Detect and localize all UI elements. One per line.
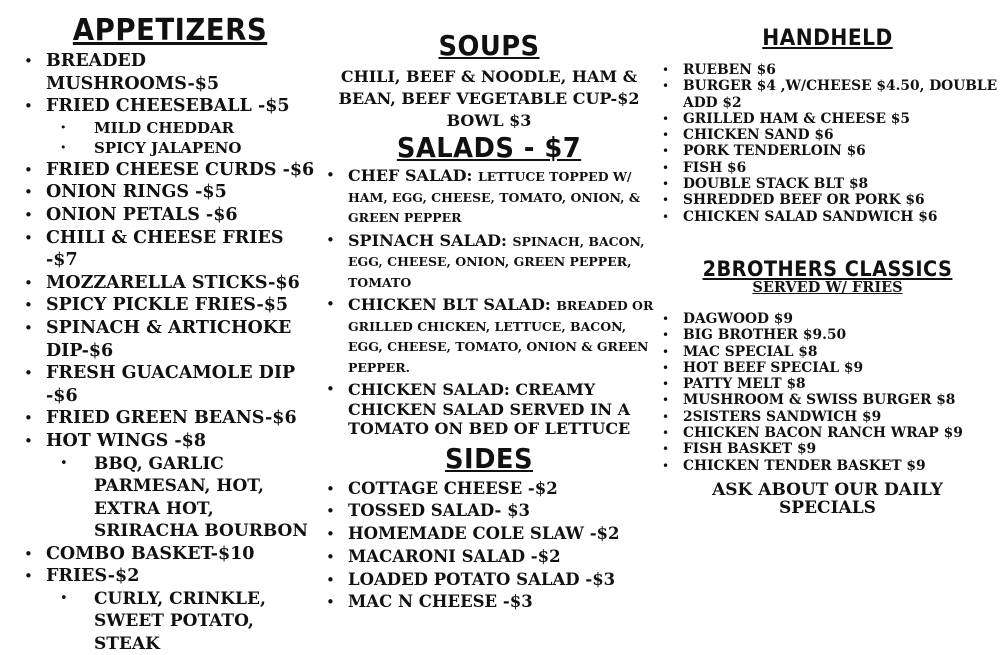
salad-description: BREADED OR GRILLED CHICKEN, LETTUCE, BACON, EGG, CHEESE, TOMATO, ONION & GREEN PEPPER. — [348, 298, 654, 375]
salad-item — [318, 295, 660, 377]
menu-item: • RUEBEN $6 — [655, 62, 1000, 78]
menu-item: • MAC SPECIAL $8 — [655, 344, 1000, 360]
option-item: • MILD CHEDDAR — [58, 118, 320, 139]
menu-item: • CHICKEN SAND $6 — [655, 127, 1000, 143]
menu-item: • PORK TENDERLOIN $6 — [655, 143, 1000, 159]
cheeseball-options — [46, 118, 320, 159]
fries-options — [46, 588, 320, 655]
menu-item-label: FRIED CHEESEBALL -$5 — [46, 96, 290, 117]
menu-item: • ONION RINGS -$5 — [20, 181, 320, 204]
option-item: • BBQ, GARLIC PARMESAN, HOT, EXTRA HOT, SRIRACHA BOURBON — [58, 453, 320, 543]
menu-item: • CHILI & CHEESE FRIES -$7 — [20, 227, 320, 272]
classics-heading: 2BROTHERS CLASSICS — [702, 256, 953, 281]
appetizers-list — [20, 50, 320, 655]
sides-list — [318, 478, 660, 615]
salad-name: SPINACH SALAD: — [348, 230, 507, 250]
menu-item: • FRIED CHEESE CURDS -$6 — [20, 159, 320, 182]
option-item: • SPICY JALAPENO — [58, 138, 320, 159]
salad-description: LETTUCE TOPPED W/ HAM, EGG, CHEESE, TOMATO, ONION, & GREEN PEPPER — [348, 169, 641, 225]
menu-item — [20, 430, 320, 543]
handheld-list — [655, 62, 1000, 225]
salad-name: CHEF SALAD: — [348, 166, 473, 185]
menu-item: • MACARONI SALAD -$2 — [318, 546, 660, 569]
salads-list — [318, 166, 660, 439]
salad-item — [318, 231, 660, 293]
wings-options — [46, 453, 320, 543]
right-column — [655, 0, 1000, 563]
salad-item — [318, 380, 660, 439]
menu-item: • SHREDDED BEEF OR PORK $6 — [655, 192, 1000, 208]
soups-description: CHILI, BEEF & NOODLE, HAM & BEAN, BEEF VEGETABLE CUP-$2 BOWL $3 — [338, 67, 640, 130]
menu-item: • MAC N CHEESE -$3 — [318, 591, 660, 614]
daily-specials-note: ASK ABOUT OUR DAILY SPECIALS — [712, 479, 943, 518]
menu-item: • SPINACH & ARTICHOKE DIP-$6 — [20, 317, 320, 362]
menu-item: • BREADED MUSHROOMS-$5 — [20, 50, 320, 95]
menu-item: • CHICKEN BACON RANCH WRAP $9 — [655, 425, 1000, 441]
soups-heading: SOUPS — [438, 29, 540, 62]
menu-item: • 2SISTERS SANDWICH $9 — [655, 409, 1000, 425]
menu-item: • DAGWOOD $9 — [655, 311, 1000, 327]
menu-item: • HOT BEEF SPECIAL $9 — [655, 360, 1000, 376]
menu-item: • FISH $6 — [655, 160, 1000, 176]
option-item: • CURLY, CRINKLE, SWEET POTATO, STEAK — [58, 588, 320, 655]
salad-name: CHICKEN BLT SALAD: — [348, 295, 551, 314]
menu-item: • FRIED GREEN BEANS-$6 — [20, 407, 320, 430]
menu-item: • FRESH GUACAMOLE DIP -$6 — [20, 362, 320, 407]
menu-item — [20, 565, 320, 655]
salad-description: SPINACH, BACON, EGG, CHEESE, ONION, GREEN PEPPER, TOMATO — [348, 233, 645, 290]
menu-item: • HOMEMADE COLE SLAW -$2 — [318, 523, 660, 546]
classics-subheading: SERVED W/ FRIES — [752, 278, 903, 296]
menu-item: • FISH BASKET $9 — [655, 441, 1000, 457]
menu-item: • CHICKEN SALAD SANDWICH $6 — [655, 209, 1000, 225]
appetizers-heading: APPETIZERS — [72, 13, 268, 48]
menu-item: • CHICKEN TENDER BASKET $9 — [655, 458, 1000, 474]
menu-item-label: FRIES-$2 — [46, 566, 140, 587]
menu-item-label: HOT WINGS -$8 — [46, 430, 207, 451]
menu-item: • TOSSED SALAD- $3 — [318, 500, 660, 523]
menu-item: • GRILLED HAM & CHEESE $5 — [655, 111, 1000, 127]
handheld-heading: HANDHELD — [762, 26, 893, 51]
classics-list — [655, 311, 1000, 474]
sides-heading: SIDES — [445, 441, 533, 475]
menu-item: • SPICY PICKLE FRIES-$5 — [20, 294, 320, 317]
salads-heading: SALADS - $7 — [396, 131, 582, 164]
menu-item: • MUSHROOM & SWISS BURGER $8 — [655, 392, 1000, 408]
appetizers-column — [20, 0, 320, 654]
menu-item: • PATTY MELT $8 — [655, 376, 1000, 392]
menu-item: • DOUBLE STACK BLT $8 — [655, 176, 1000, 192]
menu-item: • ONION PETALS -$6 — [20, 204, 320, 227]
menu-item: • LOADED POTATO SALAD -$3 — [318, 569, 660, 592]
salad-name: CHICKEN SALAD: CREAMY CHICKEN SALAD SERVED IN A TOMATO ON BED OF LETTUCE — [348, 380, 631, 438]
menu-item: • BURGER $4 ,W/CHEESE $4.50, DOUBLE ADD $2 — [655, 78, 1000, 111]
menu-item: • BIG BROTHER $9.50 — [655, 327, 1000, 343]
menu-item: • COMBO BASKET-$10 — [20, 543, 320, 566]
menu-item: • COTTAGE CHEESE -$2 — [318, 478, 660, 501]
salad-item — [318, 166, 660, 228]
menu-item — [20, 95, 320, 159]
middle-column — [318, 0, 660, 612]
menu-item: • MOZZARELLA STICKS-$6 — [20, 272, 320, 295]
